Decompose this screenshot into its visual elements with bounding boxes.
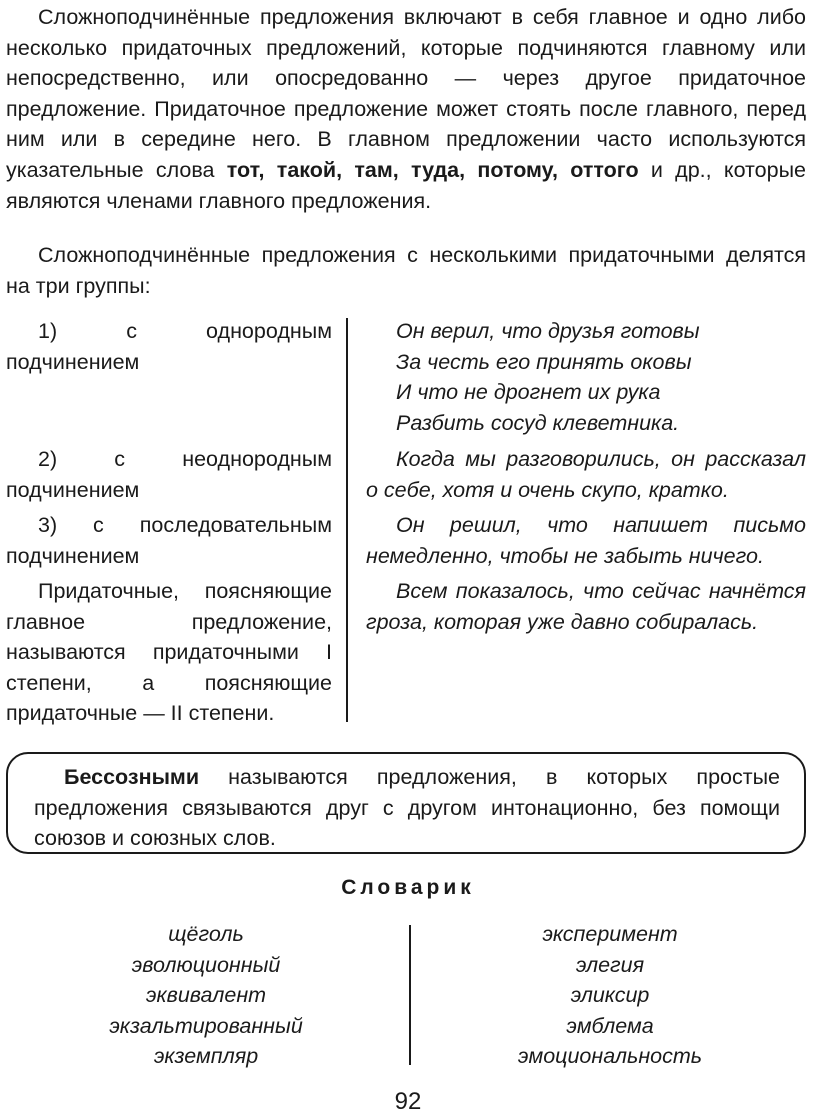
example-sentence: Всем показалось, что сейчас начнётся гроза, которая уже давно собиралась. [366, 579, 806, 634]
poem-line: Он верил, что друзья готовы [396, 319, 700, 343]
demonstrative-words: тот, такой, там, туда, потому, оттого [226, 157, 639, 182]
group-1-label [6, 316, 332, 377]
dictionary-word: эквивалент [145, 983, 267, 1008]
dictionary-left-column [36, 919, 376, 1072]
group-1-example [366, 316, 806, 438]
poem-line: Разбить сосуд клеветника. [396, 410, 680, 435]
dictionary-title: Словарик [341, 876, 475, 899]
groups-intro-paragraph: Сложноподчинённые предложения с несколькими придаточными делятся на три группы: [6, 243, 806, 298]
degree-example [366, 576, 806, 637]
dictionary-word: щёголь [168, 922, 244, 946]
group-label: 2) с неоднородным подчинением [6, 447, 332, 502]
dictionary-word: экземпляр [153, 1044, 259, 1069]
group-label: 1) с однородным подчинением [6, 319, 332, 374]
dictionary-word: эксперимент [542, 922, 678, 946]
dictionary-right-column [440, 919, 780, 1072]
dictionary-word: экзальтированный [109, 1013, 303, 1038]
intro-text-b: и др., которые являются членами главного предложения. [6, 157, 806, 213]
dictionary-word: элегия [575, 952, 645, 977]
group-label: 3) с последовательным подчинением [6, 513, 332, 568]
dictionary-word: эликсир [570, 983, 650, 1008]
degree-text: Придаточные, поясняющие главное предложение, называются придаточными I степени, а поясняющие придаточные — II степени. [6, 579, 332, 726]
group-2-label [6, 444, 332, 505]
dictionary-word: эмоциональность [517, 1044, 703, 1069]
intro-text-a: Сложноподчинённые предложения включают в себя главное и одно либо несколько придаточных предложений, которые подчиняются главному или непосредственно, или опосредованно — через другое придаточное предложение. Придаточное предложение может стоять после главного, перед ним или в середине него. В главном предложении часто используются указательные слова [6, 5, 806, 182]
degree-explanation [6, 576, 332, 729]
definition-rest: называются предложения, в которых простые предложения связываются друг с другом интонационно, без помощи союзов и союзных слов. [34, 765, 780, 851]
definition-box [6, 752, 806, 854]
group-3-example [366, 510, 806, 571]
intro-paragraph [6, 2, 806, 216]
group-2-example [366, 444, 806, 505]
dictionary-word: эволюционный [131, 952, 281, 977]
group-3-label [6, 510, 332, 571]
page-number: 92 [394, 1088, 422, 1115]
dictionary-divider [409, 925, 411, 1065]
definition-text [34, 762, 780, 854]
example-sentence: Он решил, что напишет письмо немедленно, чтобы не забыть ничего. [366, 513, 806, 568]
definition-term: Бессозными [64, 765, 200, 789]
column-divider [346, 318, 348, 722]
poem-line: И что не дрогнет их рука [396, 380, 661, 405]
example-sentence: Когда мы разговорились, он рассказал о себе, хотя и очень скупо, кратко. [366, 447, 806, 502]
poem-line: За честь его принять оковы [396, 349, 692, 374]
dictionary-word: эмблема [566, 1013, 654, 1038]
